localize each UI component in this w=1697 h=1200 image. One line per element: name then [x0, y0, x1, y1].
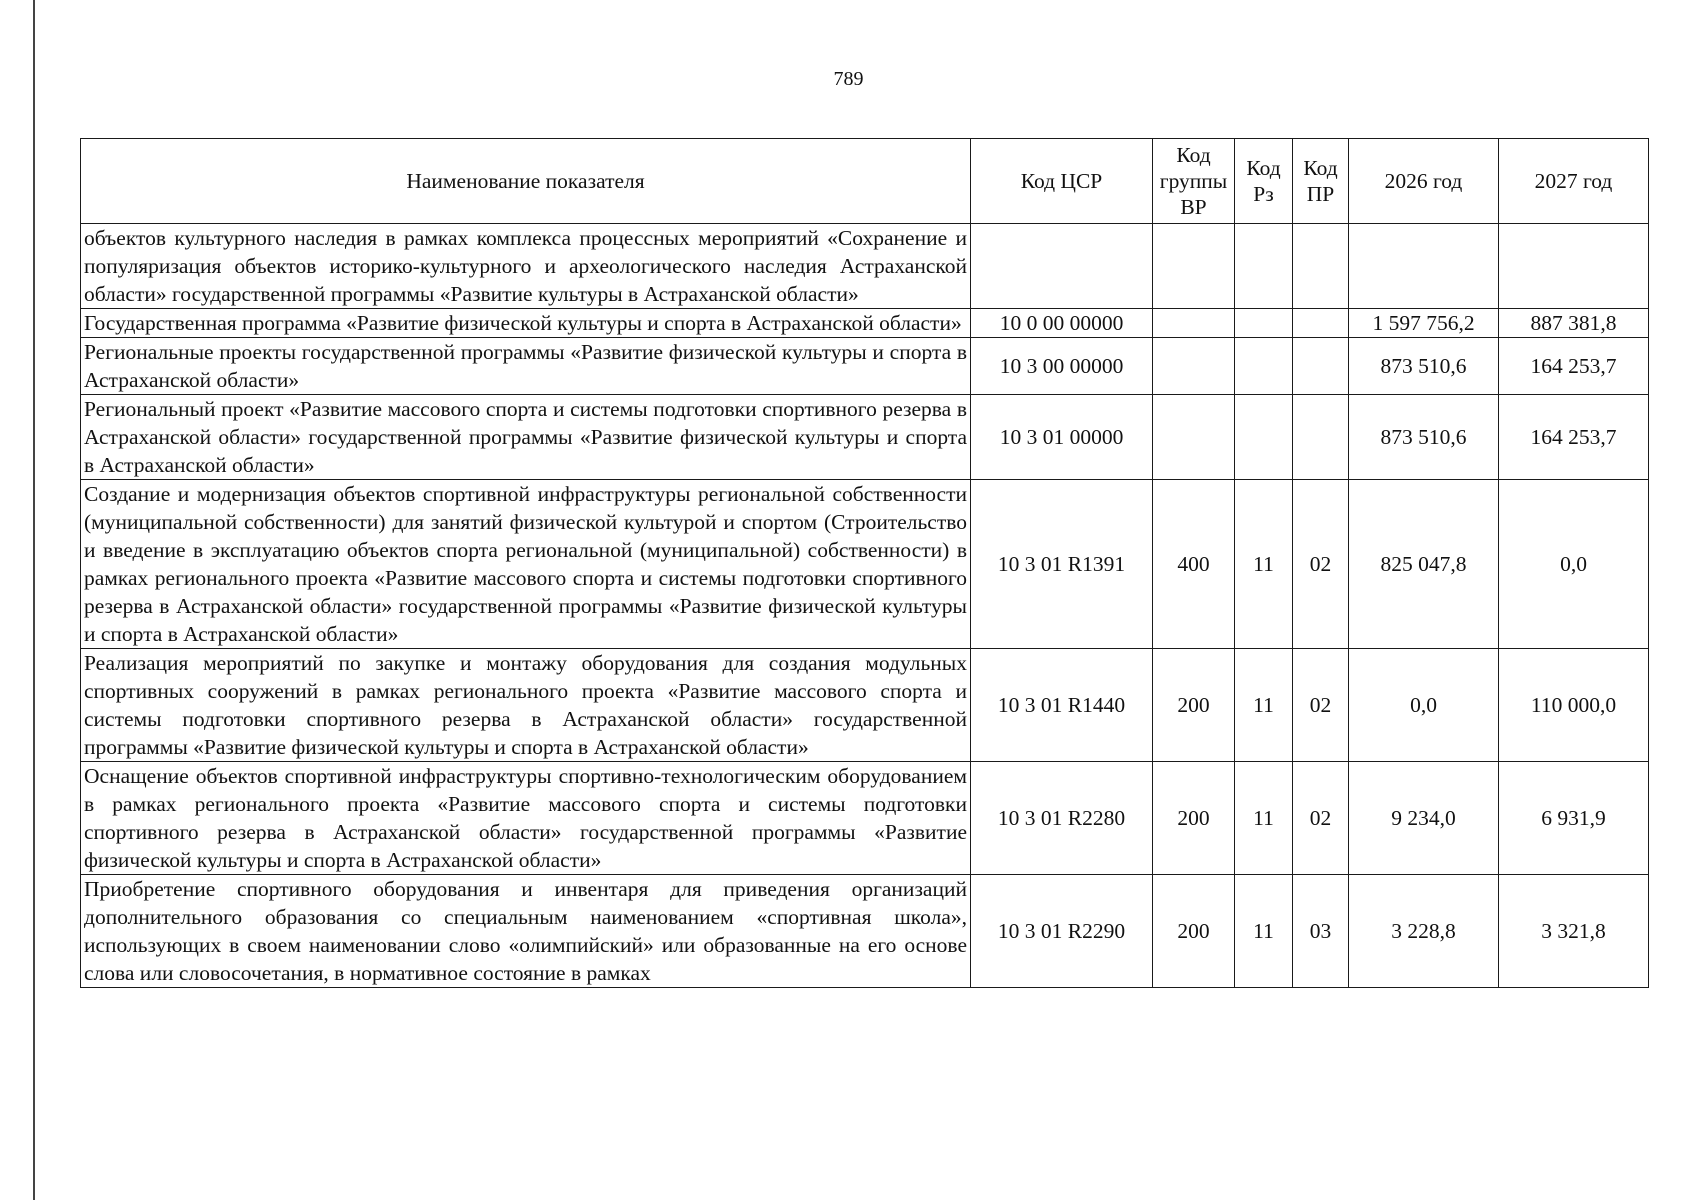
table-row	[81, 395, 1649, 480]
row-2026	[1349, 224, 1499, 309]
row-2026: 3 228,8	[1349, 875, 1499, 988]
row-vr: 200	[1153, 875, 1235, 988]
row-pr: 02	[1293, 649, 1349, 762]
row-2027: 110 000,0	[1499, 649, 1649, 762]
table-row	[81, 480, 1649, 649]
row-name: Создание и модернизация объектов спортивной инфраструктуры региональной собственности (муниципальной собственности) для занятий физической культурой и спортом (Строительство и введение в эксплуатацию объектов спорта региональной (муниципальной) собственности) в рамках регионального проекта «Развитие массового спорта и системы подготовки спортивного резерва в Астраханской области» государственной программы «Развитие физической культуры и спорта в Астраханской области»	[81, 480, 971, 649]
row-pr	[1293, 395, 1349, 480]
row-csr: 10 3 01 R2280	[971, 762, 1153, 875]
table-row	[81, 649, 1649, 762]
row-pr	[1293, 338, 1349, 395]
row-vr: 200	[1153, 649, 1235, 762]
header-rz-line2: Рз	[1253, 182, 1274, 206]
row-pr	[1293, 224, 1349, 309]
row-2027: 6 931,9	[1499, 762, 1649, 875]
row-csr: 10 3 01 R1440	[971, 649, 1153, 762]
row-2027: 0,0	[1499, 480, 1649, 649]
row-rz: 11	[1235, 649, 1293, 762]
header-rz	[1235, 139, 1293, 224]
table-header-row	[81, 139, 1649, 224]
row-2026: 825 047,8	[1349, 480, 1499, 649]
row-2026: 0,0	[1349, 649, 1499, 762]
header-vr-line3: ВР	[1180, 195, 1207, 219]
row-name: Региональный проект «Развитие массового спорта и системы подготовки спортивного резерва в Астраханской области» государственной программы «Развитие физической культуры и спорта в Астраханской области»	[81, 395, 971, 480]
row-csr: 10 3 00 00000	[971, 338, 1153, 395]
left-margin-rule	[33, 0, 35, 1200]
row-name: Приобретение спортивного оборудования и инвентаря для приведения организаций дополнительного образования со специальным наименованием «спортивная школа», использующих в своем наименовании слово «олимпийский» или образованные на его основе слова или словосочетания, в нормативное состояние в рамках	[81, 875, 971, 988]
header-2027: 2027 год	[1499, 139, 1649, 224]
row-vr	[1153, 309, 1235, 338]
row-rz: 11	[1235, 762, 1293, 875]
header-pr-line1: Код	[1303, 156, 1338, 180]
row-csr: 10 3 01 00000	[971, 395, 1153, 480]
row-name: Государственная программа «Развитие физической культуры и спорта в Астраханской области»	[81, 309, 971, 338]
row-csr: 10 3 01 R1391	[971, 480, 1153, 649]
row-pr: 02	[1293, 762, 1349, 875]
row-vr: 200	[1153, 762, 1235, 875]
row-pr	[1293, 309, 1349, 338]
table-row	[81, 338, 1649, 395]
row-rz: 11	[1235, 875, 1293, 988]
row-pr: 02	[1293, 480, 1349, 649]
row-pr: 03	[1293, 875, 1349, 988]
header-csr: Код ЦСР	[971, 139, 1153, 224]
row-csr	[971, 224, 1153, 309]
page-number: 789	[833, 68, 864, 90]
row-vr	[1153, 224, 1235, 309]
row-rz: 11	[1235, 480, 1293, 649]
row-2027: 164 253,7	[1499, 338, 1649, 395]
row-2027: 887 381,8	[1499, 309, 1649, 338]
row-name: Реализация мероприятий по закупке и монтажу оборудования для создания модульных спортивных сооружений в рамках регионального проекта «Развитие массового спорта и системы подготовки спортивного резерва в Астраханской области» государственной программы «Развитие физической культуры и спорта в Астраханской области»	[81, 649, 971, 762]
header-name: Наименование показателя	[81, 139, 971, 224]
header-rz-line1: Код	[1246, 156, 1281, 180]
table-row	[81, 875, 1649, 988]
header-pr-line2: ПР	[1306, 182, 1335, 206]
header-vr	[1153, 139, 1235, 224]
header-vr-line1: Код	[1176, 143, 1211, 167]
row-name: объектов культурного наследия в рамках комплекса процессных мероприятий «Сохранение и популяризация объектов историко-культурного и археологического наследия Астраханской области» государственной программы «Развитие культуры в Астраханской области»	[81, 224, 971, 309]
header-2026: 2026 год	[1349, 139, 1499, 224]
row-vr	[1153, 338, 1235, 395]
row-vr: 400	[1153, 480, 1235, 649]
row-2026: 1 597 756,2	[1349, 309, 1499, 338]
row-csr: 10 0 00 00000	[971, 309, 1153, 338]
row-vr	[1153, 395, 1235, 480]
row-rz	[1235, 224, 1293, 309]
row-rz	[1235, 395, 1293, 480]
row-2026: 873 510,6	[1349, 338, 1499, 395]
row-2027: 3 321,8	[1499, 875, 1649, 988]
row-2026: 9 234,0	[1349, 762, 1499, 875]
row-name: Оснащение объектов спортивной инфраструктуры спортивно-технологическим оборудованием в рамках регионального проекта «Развитие массового спорта и системы подготовки спортивного резерва в Астраханской области» государственной программы «Развитие физической культуры и спорта в Астраханской области»	[81, 762, 971, 875]
row-2027	[1499, 224, 1649, 309]
row-rz	[1235, 338, 1293, 395]
header-pr	[1293, 139, 1349, 224]
row-2027: 164 253,7	[1499, 395, 1649, 480]
row-2026: 873 510,6	[1349, 395, 1499, 480]
header-vr-line2: группы	[1159, 169, 1228, 193]
row-rz	[1235, 309, 1293, 338]
budget-table	[80, 138, 1649, 988]
table-row	[81, 224, 1649, 309]
table-row	[81, 309, 1649, 338]
table-row	[81, 762, 1649, 875]
row-csr: 10 3 01 R2290	[971, 875, 1153, 988]
row-name: Региональные проекты государственной программы «Развитие физической культуры и спорта в Астраханской области»	[81, 338, 971, 395]
